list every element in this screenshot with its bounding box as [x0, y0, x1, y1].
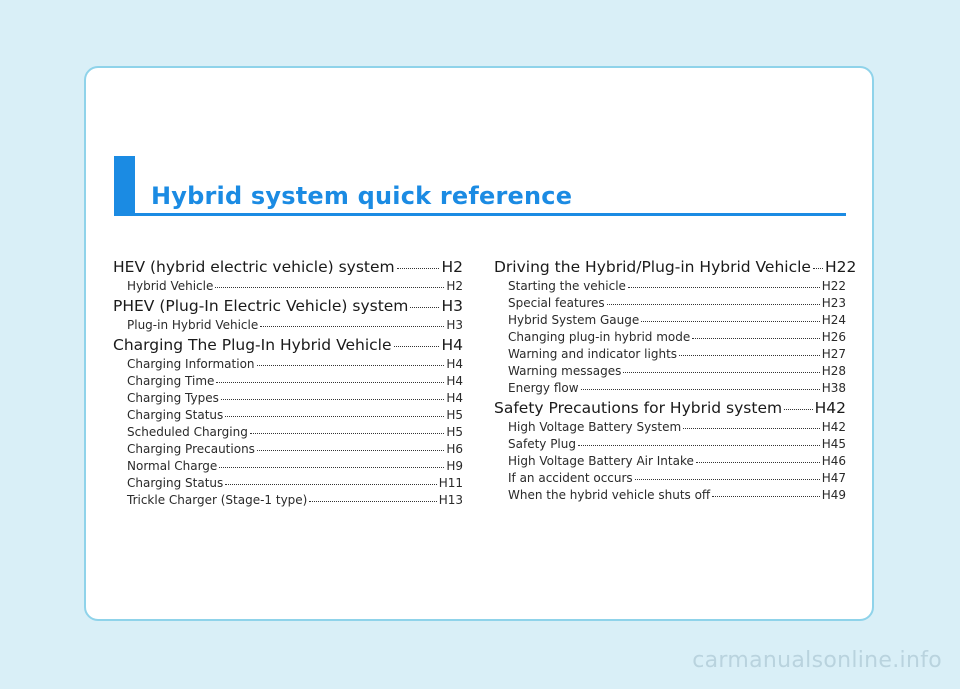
dot-leader	[692, 338, 819, 339]
toc-entry-label: If an accident occurs	[508, 471, 633, 485]
toc-entry-label: Scheduled Charging	[127, 425, 248, 439]
toc-entry-page: H38	[821, 381, 846, 395]
toc-entry-label: Safety Precautions for Hybrid system	[494, 399, 783, 417]
toc-entry-page: H2	[446, 279, 463, 293]
toc-sub-entry[interactable]	[494, 363, 846, 380]
toc-sub-entry[interactable]	[494, 453, 846, 470]
toc-entry-label: Hybrid System Gauge	[508, 313, 640, 327]
toc-entry-page: H46	[821, 454, 846, 468]
toc-entry-label: Charging Information	[127, 357, 255, 371]
toc-entry-page: H24	[821, 313, 846, 327]
toc-entry-page: H47	[821, 471, 846, 485]
dot-leader	[221, 399, 444, 400]
toc-entry-page: H22	[821, 279, 846, 293]
dot-leader	[784, 409, 813, 410]
toc-entry-label: Plug-in Hybrid Vehicle	[127, 318, 259, 332]
toc-sub-entry[interactable]	[113, 441, 463, 458]
toc-section-entry[interactable]	[494, 256, 857, 278]
toc-left-column	[113, 256, 463, 509]
toc-entry-page: H4	[446, 374, 463, 388]
toc-sub-entry[interactable]	[113, 475, 463, 492]
toc-entry-label: Charging Time	[127, 374, 215, 388]
toc-entry-label: Starting the vehicle	[508, 279, 626, 293]
toc-entry-page: H6	[446, 442, 463, 456]
toc-sub-entry[interactable]	[113, 390, 463, 407]
toc-entry-label: Energy flow	[508, 381, 579, 395]
dot-leader	[683, 428, 820, 429]
toc-sub-entry[interactable]	[113, 424, 463, 441]
toc-entry-label: Warning and indicator lights	[508, 347, 678, 361]
toc-sub-entry[interactable]	[113, 278, 463, 295]
toc-sub-entry[interactable]	[113, 317, 463, 334]
dot-leader	[623, 372, 819, 373]
dot-leader	[225, 416, 444, 417]
dot-leader	[257, 365, 445, 366]
toc-sub-entry[interactable]	[494, 329, 846, 346]
toc-entry-page: H4	[441, 336, 463, 354]
toc-entry-page: H4	[446, 391, 463, 405]
dot-leader	[250, 433, 445, 434]
dot-leader	[215, 287, 444, 288]
toc-entry-label: Driving the Hybrid/Plug-in Hybrid Vehicle	[494, 258, 811, 276]
toc-entry-page: H28	[821, 364, 846, 378]
toc-sub-entry[interactable]	[494, 470, 846, 487]
dot-leader	[607, 304, 820, 305]
toc-entry-label: Normal Charge	[127, 459, 218, 473]
toc-sub-entry[interactable]	[113, 407, 463, 424]
toc-sub-entry[interactable]	[494, 487, 846, 504]
toc-entry-page: H5	[446, 408, 463, 422]
toc-entry-label: HEV (hybrid electric vehicle) system	[113, 258, 395, 276]
toc-entry-label: PHEV (Plug-In Electric Vehicle) system	[113, 297, 409, 315]
title-block	[114, 156, 846, 216]
toc-entry-label: Charging Status	[127, 476, 224, 490]
dot-leader	[635, 479, 820, 480]
dot-leader	[260, 326, 444, 327]
toc-entry-label: When the hybrid vehicle shuts off	[508, 488, 711, 502]
dot-leader	[410, 307, 439, 308]
toc-sub-entry[interactable]	[494, 278, 846, 295]
dot-leader	[628, 287, 820, 288]
dot-leader	[578, 445, 820, 446]
dot-leader	[712, 496, 820, 497]
toc-entry-label: Safety Plug	[508, 437, 576, 451]
page-title: Hybrid system quick reference	[151, 182, 573, 210]
toc-sub-entry[interactable]	[494, 436, 846, 453]
toc-entry-page: H49	[821, 488, 846, 502]
dot-leader	[397, 268, 440, 269]
toc-entry-page: H5	[446, 425, 463, 439]
toc-entry-page: H27	[821, 347, 846, 361]
toc-entry-label: Special features	[508, 296, 605, 310]
toc-entry-label: Trickle Charger (Stage-1 type)	[127, 493, 308, 507]
toc-entry-label: Charging Status	[127, 408, 224, 422]
toc-entry-page: H2	[441, 258, 463, 276]
toc-entry-label: Hybrid Vehicle	[127, 279, 214, 293]
title-accent-bar	[114, 156, 135, 213]
toc-entry-page: H13	[438, 493, 463, 507]
dot-leader	[641, 321, 819, 322]
toc-entry-page: H9	[446, 459, 463, 473]
toc-sub-entry[interactable]	[113, 373, 463, 390]
toc-entry-page: H3	[441, 297, 463, 315]
toc-sub-entry[interactable]	[113, 492, 463, 509]
toc-sub-entry[interactable]	[494, 312, 846, 329]
toc-entry-page: H11	[438, 476, 463, 490]
toc-entry-page: H23	[821, 296, 846, 310]
toc-entry-page: H26	[821, 330, 846, 344]
toc-entry-label: High Voltage Battery Air Intake	[508, 454, 694, 468]
toc-sub-entry[interactable]	[494, 380, 846, 397]
toc-entry-label: Warning messages	[508, 364, 622, 378]
title-underline	[114, 213, 846, 216]
toc-entry-label: Charging Precautions	[127, 442, 255, 456]
toc-section-entry[interactable]	[494, 397, 846, 419]
dot-leader	[309, 501, 436, 502]
dot-leader	[813, 268, 823, 269]
toc-entry-page: H42	[821, 420, 846, 434]
toc-sub-entry[interactable]	[494, 419, 846, 436]
toc-entry-page: H22	[824, 258, 857, 276]
toc-entry-label: High Voltage Battery System	[508, 420, 682, 434]
dot-leader	[696, 462, 820, 463]
dot-leader	[219, 467, 444, 468]
toc-section-entry[interactable]	[113, 295, 463, 317]
toc-entry-page: H42	[814, 399, 846, 417]
toc-section-entry[interactable]	[113, 334, 463, 356]
toc-right-column	[494, 256, 857, 504]
toc-sub-entry[interactable]	[494, 295, 846, 312]
toc-entry-label: Charging Types	[127, 391, 219, 405]
toc-entry-page: H3	[446, 318, 463, 332]
dot-leader	[581, 389, 820, 390]
toc-sub-entry[interactable]	[113, 458, 463, 475]
watermark: carmanualsonline.info	[692, 648, 942, 673]
toc-sub-entry[interactable]	[113, 356, 463, 373]
toc-section-entry[interactable]	[113, 256, 463, 278]
dot-leader	[394, 346, 440, 347]
toc-entry-label: Changing plug-in hybrid mode	[508, 330, 691, 344]
dot-leader	[257, 450, 444, 451]
toc-entry-page: H45	[821, 437, 846, 451]
toc-sub-entry[interactable]	[494, 346, 846, 363]
toc-entry-page: H4	[446, 357, 463, 371]
dot-leader	[216, 382, 444, 383]
dot-leader	[679, 355, 820, 356]
toc-entry-label: Charging The Plug-In Hybrid Vehicle	[113, 336, 392, 354]
dot-leader	[225, 484, 436, 485]
